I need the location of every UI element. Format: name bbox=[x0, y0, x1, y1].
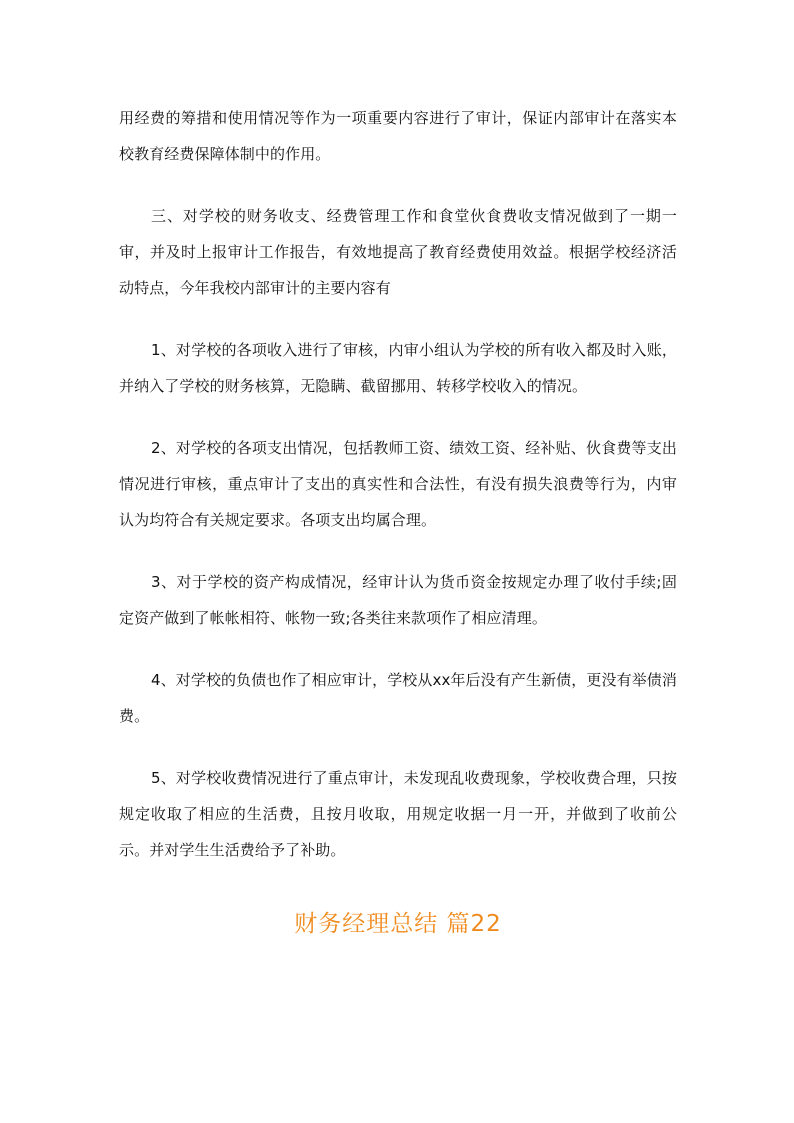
document-body bbox=[119, 100, 677, 944]
paragraph-item-2: 2、对学校的各项支出情况，包括教师工资、绩效工资、经补贴、伙食费等支出情况进行审核，重点审计了支出的真实性和合法性，有没有损失浪费等行为，内审认为均符合有关规定要求。各项支出均属合理。 bbox=[119, 439, 677, 529]
paragraph-item-4: 4、对学校的负债也作了相应审计，学校从xx年后没有产生新债，更没有举债消费。 bbox=[119, 671, 677, 725]
paragraph-section-three: 三、对学校的财务收支、经费管理工作和食堂伙食费收支情况做到了一期一审，并及时上报审计工作报告，有效地提高了教育经费使用效益。根据学校经济活动特点，今年我校内部审计的主要内容有 bbox=[119, 207, 677, 297]
section-heading: 财务经理总结 篇22 bbox=[294, 911, 502, 937]
paragraph-item-1: 1、对学校的各项收入进行了审核，内审小组认为学校的所有收入都及时入账，并纳入了学校的财务核算，无隐瞒、截留挪用、转移学校收入的情况。 bbox=[119, 341, 677, 395]
paragraph-continuation: 用经费的筹措和使用情况等作为一项重要内容进行了审计，保证内部审计在落实本校教育经费保障体制中的作用。 bbox=[119, 109, 677, 163]
paragraph-item-3: 3、对于学校的资产构成情况，经审计认为货币资金按规定办理了收付手续;固定资产做到了帐帐相符、帐物一致;各类往来款项作了相应清理。 bbox=[119, 573, 677, 627]
paragraph-item-5: 5、对学校收费情况进行了重点审计，未发现乱收费现象，学校收费合理，只按规定收取了相应的生活费，且按月收取，用规定收据一月一开，并做到了收前公示。并对学生生活费给予了补助。 bbox=[119, 769, 677, 859]
